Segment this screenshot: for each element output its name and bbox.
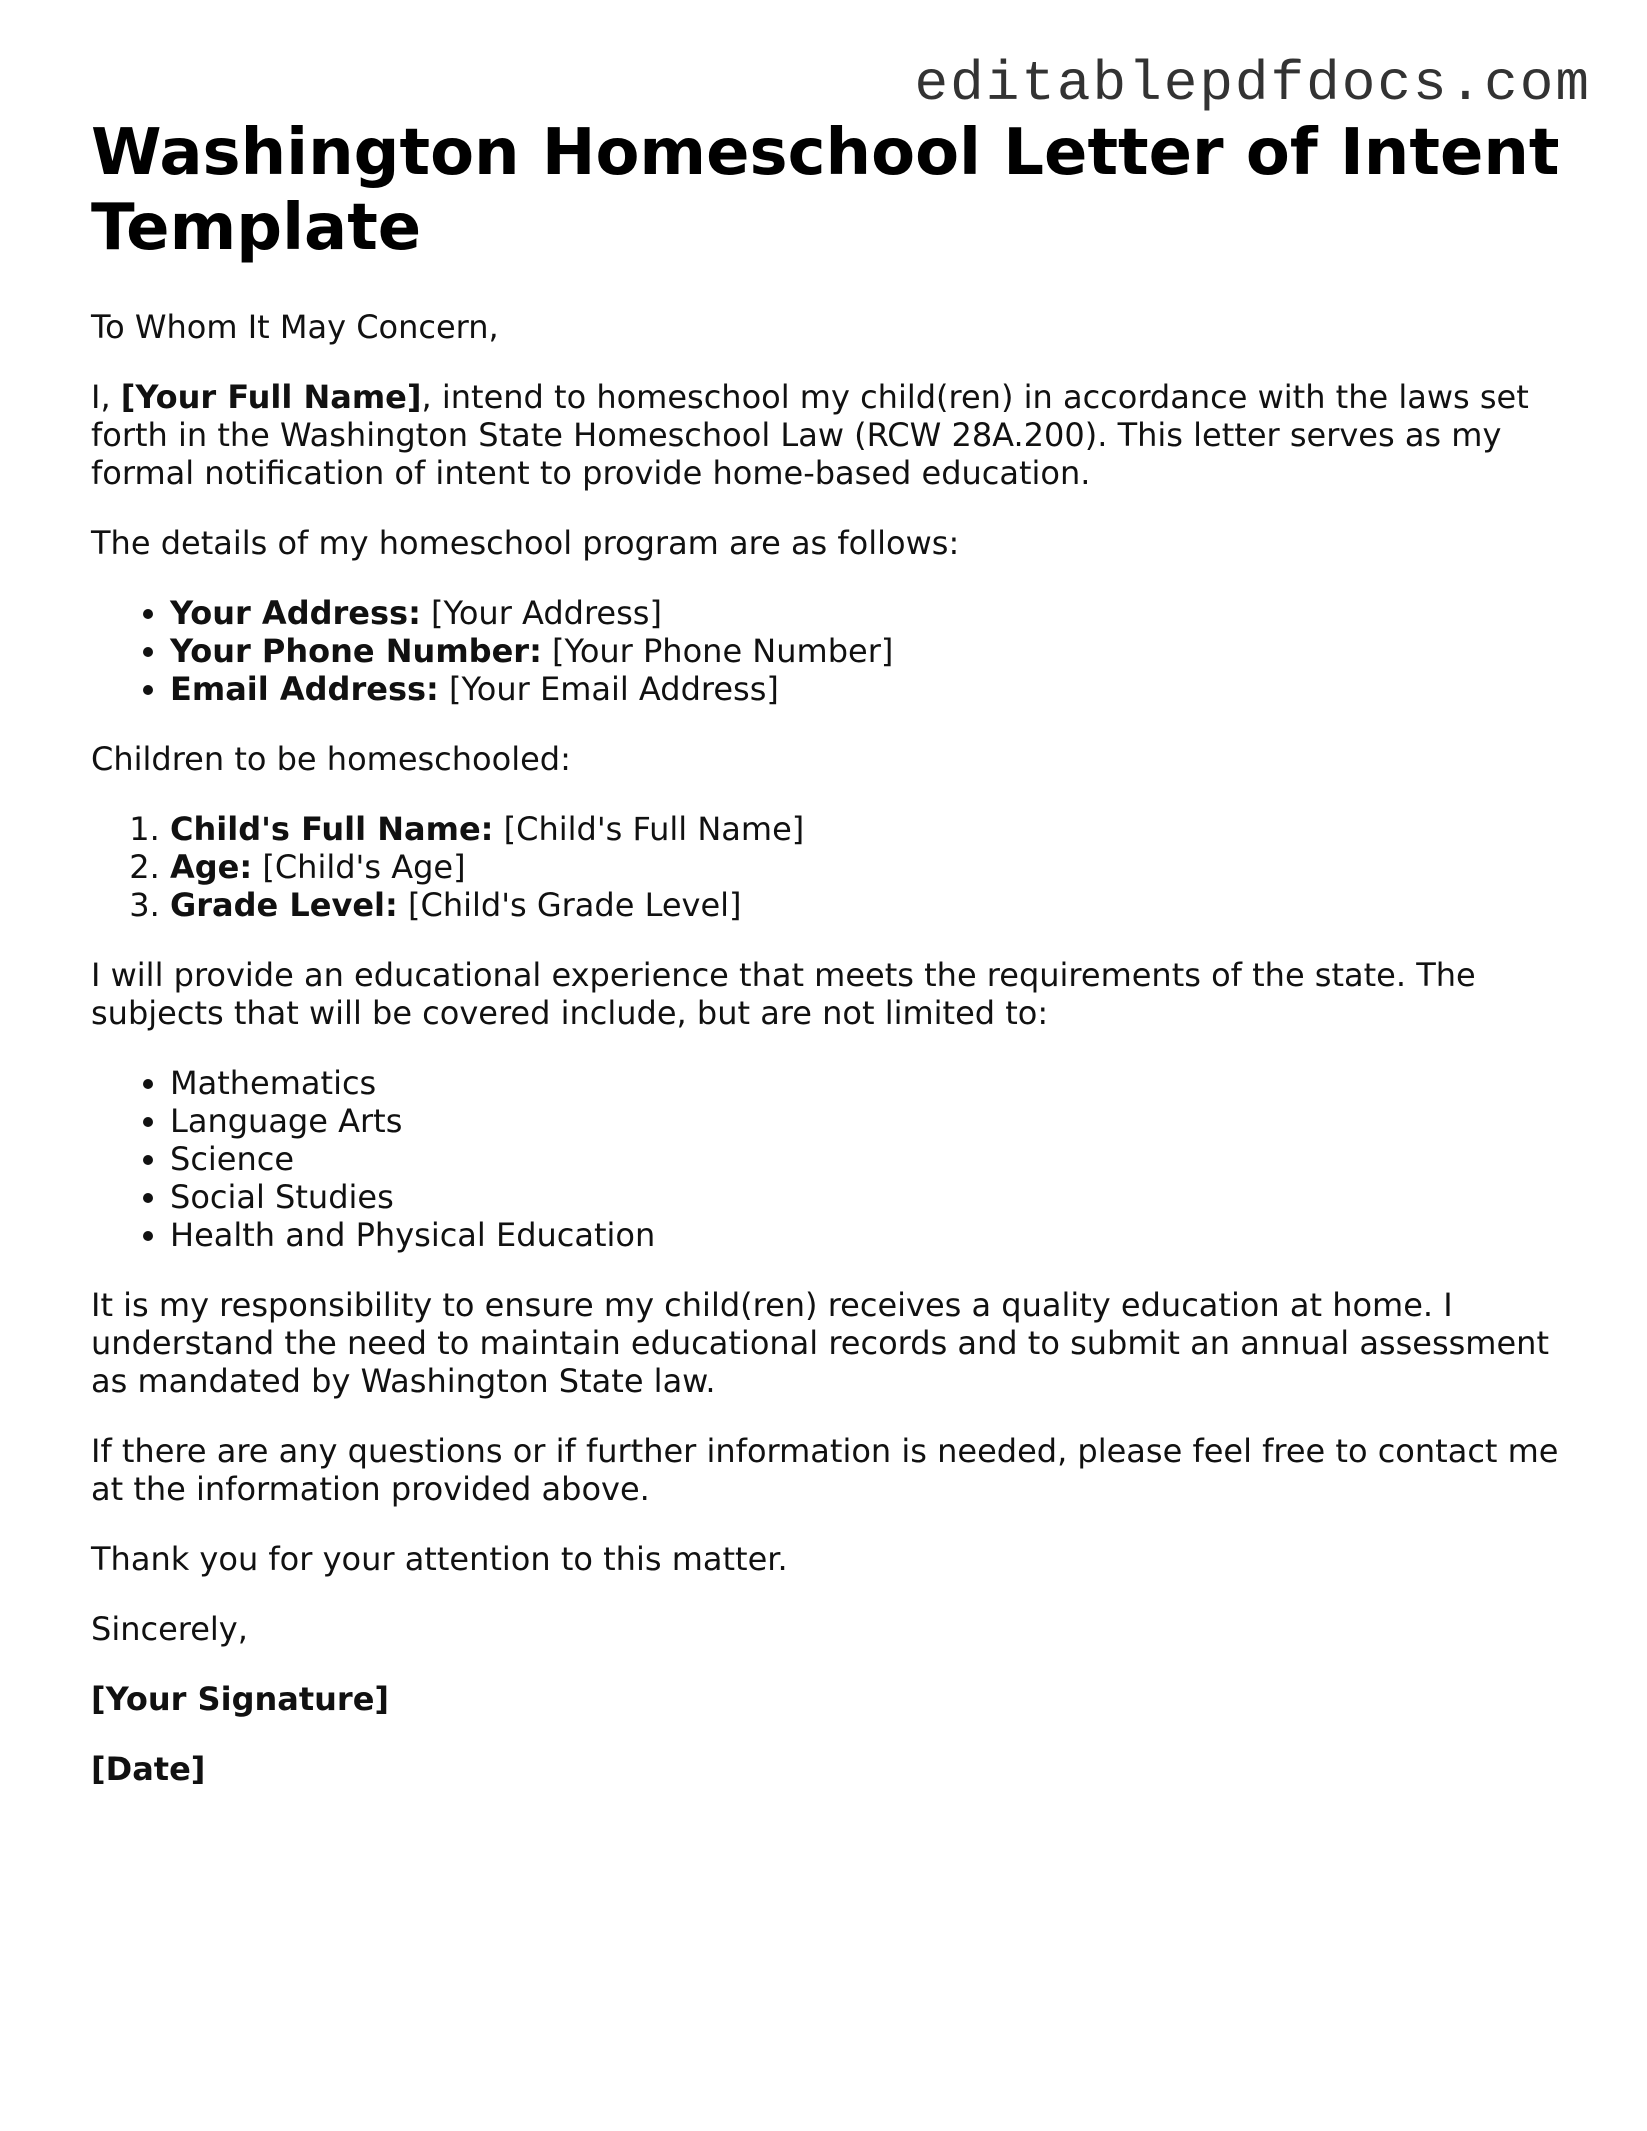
intro-text: , intend to homeschool my child(ren) in accordance with the laws set forth in the Washington State Homeschool Law (RCW 28A.200). This letter serves as my formal notification of intent to provide home-based education. <box>91 378 1529 492</box>
closing: Sincerely, <box>91 1610 248 1648</box>
page-title: Washington Homeschool Letter of Intent Template <box>91 116 1560 265</box>
child-value: [Child's Full Name] <box>493 810 805 848</box>
list-item <box>170 670 1571 708</box>
details-intro: The details of my homeschool program are as follows: <box>91 524 960 562</box>
contact-value: [Your Phone Number] <box>541 632 894 670</box>
signature-text: [Your Signature] <box>91 1680 390 1718</box>
intro-paragraph <box>91 378 1571 492</box>
date-text: [Date] <box>91 1750 206 1788</box>
contact-list <box>91 594 1571 708</box>
full-name-placeholder: [Your Full Name] <box>120 378 422 416</box>
signature-placeholder <box>91 1680 1571 1718</box>
children-intro: Children to be homeschooled: <box>91 740 571 778</box>
child-value: [Child's Age] <box>252 848 466 886</box>
child-label: Age: <box>170 848 253 886</box>
salutation: To Whom It May Concern, <box>91 308 499 346</box>
child-list <box>91 810 1571 924</box>
subjects-intro: I will provide an educational experience that meets the requirements of the state. The subjects that will be covered include, but are not limited to: <box>91 956 1476 1032</box>
child-label: Child's Full Name: <box>170 810 494 848</box>
contact-value: [Your Address] <box>420 594 662 632</box>
list-item: • Health and Physical Education <box>170 1216 1571 1254</box>
contact-label: Your Phone Number: <box>170 632 542 670</box>
list-item: • Mathematics <box>170 1064 1571 1102</box>
responsibility-paragraph: It is my responsibility to ensure my child(ren) receives a quality education at home. I understand the need to maintain educational records and to submit an annual assessment as mandated by Washington State law. <box>91 1286 1549 1400</box>
list-item <box>170 810 1571 848</box>
watermark: editablepdfdocs.com <box>914 52 1591 116</box>
thanks-paragraph: Thank you for your attention to this matter. <box>91 1540 788 1578</box>
contact-value: [Your Email Address] <box>438 670 779 708</box>
list-item: • Science <box>170 1140 1571 1178</box>
list-item: • Language Arts <box>170 1102 1571 1140</box>
subjects-list <box>91 1064 1571 1254</box>
contact-label: Email Address: <box>170 670 439 708</box>
list-item: • Social Studies <box>170 1178 1571 1216</box>
letter-document <box>91 116 1571 1820</box>
questions-paragraph: If there are any questions or if further information is needed, please feel free to contact me at the information provided above. <box>91 1432 1559 1508</box>
list-item <box>170 632 1571 670</box>
list-item <box>170 848 1571 886</box>
date-placeholder <box>91 1750 1571 1788</box>
list-item <box>170 886 1571 924</box>
contact-label: Your Address: <box>170 594 421 632</box>
intro-prefix: I, <box>91 378 121 416</box>
child-value: [Child's Grade Level] <box>397 886 742 924</box>
child-label: Grade Level: <box>170 886 398 924</box>
list-item <box>170 594 1571 632</box>
